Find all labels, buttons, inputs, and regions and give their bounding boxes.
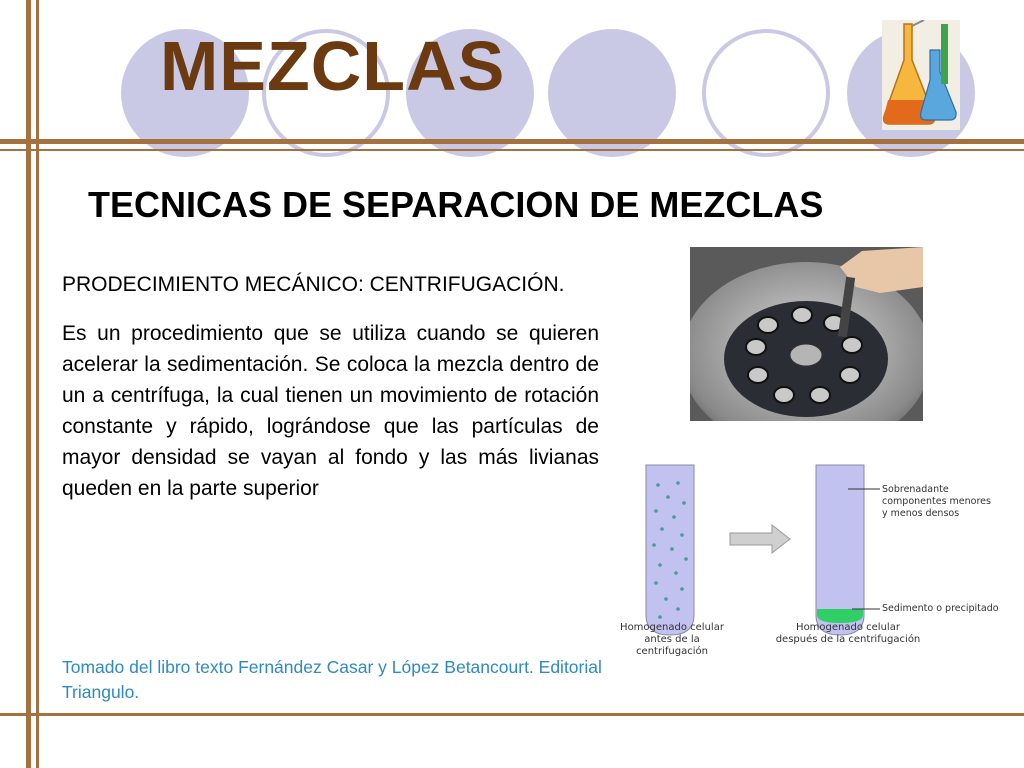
caption-line: Homogenado celular xyxy=(796,622,900,633)
caption-line: antes de la centrifugación xyxy=(636,634,708,657)
frame-vertical-line xyxy=(36,0,39,768)
supernatant-line: Sobrenadante xyxy=(882,484,949,495)
body-paragraph: Es un procedimiento que se utiliza cuando se quieren acelerar la sedimentación. Se coloca la mezcla dentro de un a centrífuga, la cual tienen un movimiento de rotación constante y rápido, lográndose que las partículas de mayor densidad se vayan al fondo y las más livianas queden en la parte superior xyxy=(62,322,599,500)
slide-title: MEZCLAS xyxy=(160,27,506,105)
frame-horizontal-line xyxy=(0,149,1024,151)
supernatant-line: y menos densos xyxy=(882,508,960,519)
frame-horizontal-line xyxy=(0,713,1024,716)
sediment-label: Sedimento o precipitado xyxy=(882,603,999,614)
tube-before xyxy=(646,465,694,635)
slide-subtitle: TECNICAS DE SEPARACION DE MEZCLAS xyxy=(88,184,824,225)
after-caption xyxy=(768,622,928,646)
supernatant-label xyxy=(882,484,991,520)
source-citation: Tomado del libro texto Fernández Casar y López Betancourt. Editorial Triangulo. xyxy=(62,657,602,702)
chemistry-flasks-image xyxy=(882,20,960,130)
decor-circle xyxy=(704,31,828,155)
procedure-heading: PRODECIMIENTO MECÁNICO: CENTRIFUGACIÓN. xyxy=(62,273,565,296)
frame-horizontal-line xyxy=(0,139,1024,144)
sediment-layer xyxy=(817,609,863,623)
supernatant-line: componentes menores xyxy=(882,496,991,507)
caption-line: después de la centrifugación xyxy=(775,634,921,645)
caption-line: Homogenado celular xyxy=(620,622,724,633)
decor-circle xyxy=(548,29,676,157)
frame-vertical-line xyxy=(26,0,31,768)
centrifuge-photo xyxy=(690,247,923,421)
before-caption xyxy=(608,622,736,658)
